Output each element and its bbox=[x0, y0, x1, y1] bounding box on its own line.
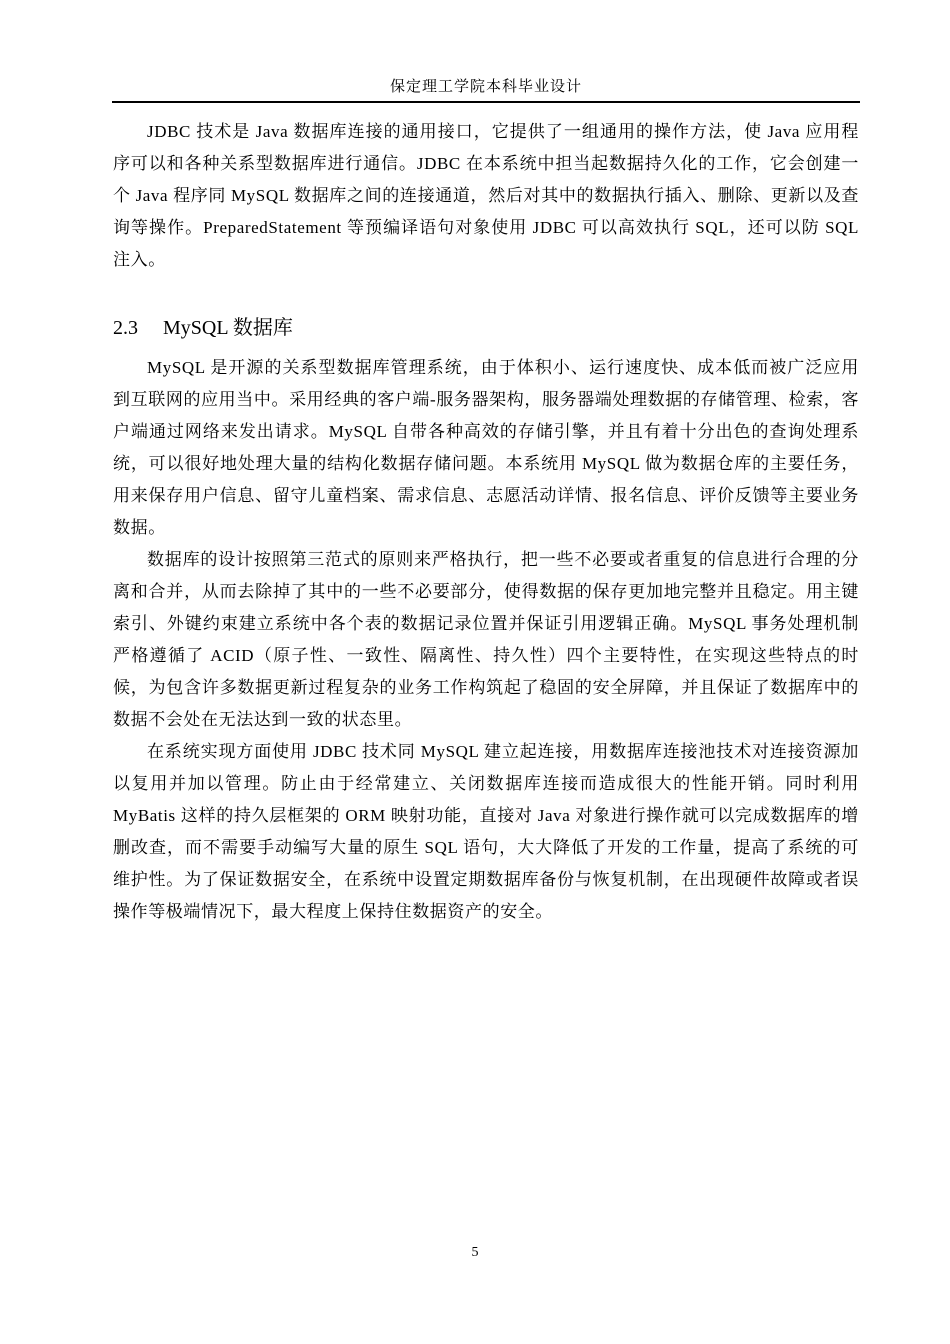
header-title: 保定理工学院本科毕业设计 bbox=[389, 79, 582, 95]
section-heading bbox=[113, 314, 859, 342]
section-paragraph: 数据库的设计按照第三范式的原则来严格执行，把一些不必要或者重复的信息进行合理的分离和合并，从而去除掉了其中的一些不必要部分，使得数据的保存更加地完整并且稳定。用主键索引、外键约束建立系统中各个表的数据记录位置并保证引用逻辑正确。MySQL 事务处理机制严格遵循了 ACID（原子性、一致性、隔离性、持久性）四个主要特性，在实现这些特点的时候，为包含许多数据更新过程复杂的业务工作构筑起了稳固的安全屏障，并且保证了数据库中的数据不会处在无法达到一致的状态里。 bbox=[113, 550, 859, 729]
section-paragraph: MySQL 是开源的关系型数据库管理系统，由于体积小、运行速度快、成本低而被广泛应用到互联网的应用当中。采用经典的客户端-服务器架构，服务器端处理数据的存储管理、检索，客户端通过网络来发出请求。MySQL 自带各种高效的存储引擎，并且有着十分出色的查询处理系统，可以很好地处理大量的结构化数据存储问题。本系统用 MySQL 做为数据仓库的主要任务，用来保存用户信息、留守儿童档案、需求信息、志愿活动详情、报名信息、评价反馈等主要业务数据。 bbox=[113, 358, 859, 537]
section-paragraph: 在系统实现方面使用 JDBC 技术同 MySQL 建立起连接，用数据库连接池技术对连接资源加以复用并加以管理。防止由于经常建立、关闭数据库连接而造成很大的性能开销。同时利用 MyBatis 这样的持久层框架的 ORM 映射功能，直接对 Java 对象进行操作就可以完成数据库的增删改查，而不需要手动编写大量的原生 SQL 语句，大大降低了开发的工作量，提高了系统的可维护性。为了保证数据安全，在系统中设置定期数据库备份与恢复机制，在出现硬件故障或者误操作等极端情况下，最大程度上保持住数据资产的安全。 bbox=[113, 742, 859, 921]
section-title: MySQL 数据库 bbox=[163, 317, 293, 339]
section-number: 2.3 bbox=[113, 317, 138, 339]
page-header bbox=[112, 77, 860, 103]
page-body bbox=[113, 116, 859, 928]
page-number: 5 bbox=[471, 1245, 479, 1260]
intro-paragraph: JDBC 技术是 Java 数据库连接的通用接口，它提供了一组通用的操作方法，使 Java 应用程序可以和各种关系型数据库进行通信。JDBC 在本系统中担当起数据持久化的工作，它会创建一个 Java 程序同 MySQL 数据库之间的连接通道，然后对其中的数据执行插入、删除、更新以及查询等操作。PreparedStatement 等预编译语句对象使用 JDBC 可以高效执行 SQL，还可以防 SQL 注入。 bbox=[113, 122, 859, 269]
